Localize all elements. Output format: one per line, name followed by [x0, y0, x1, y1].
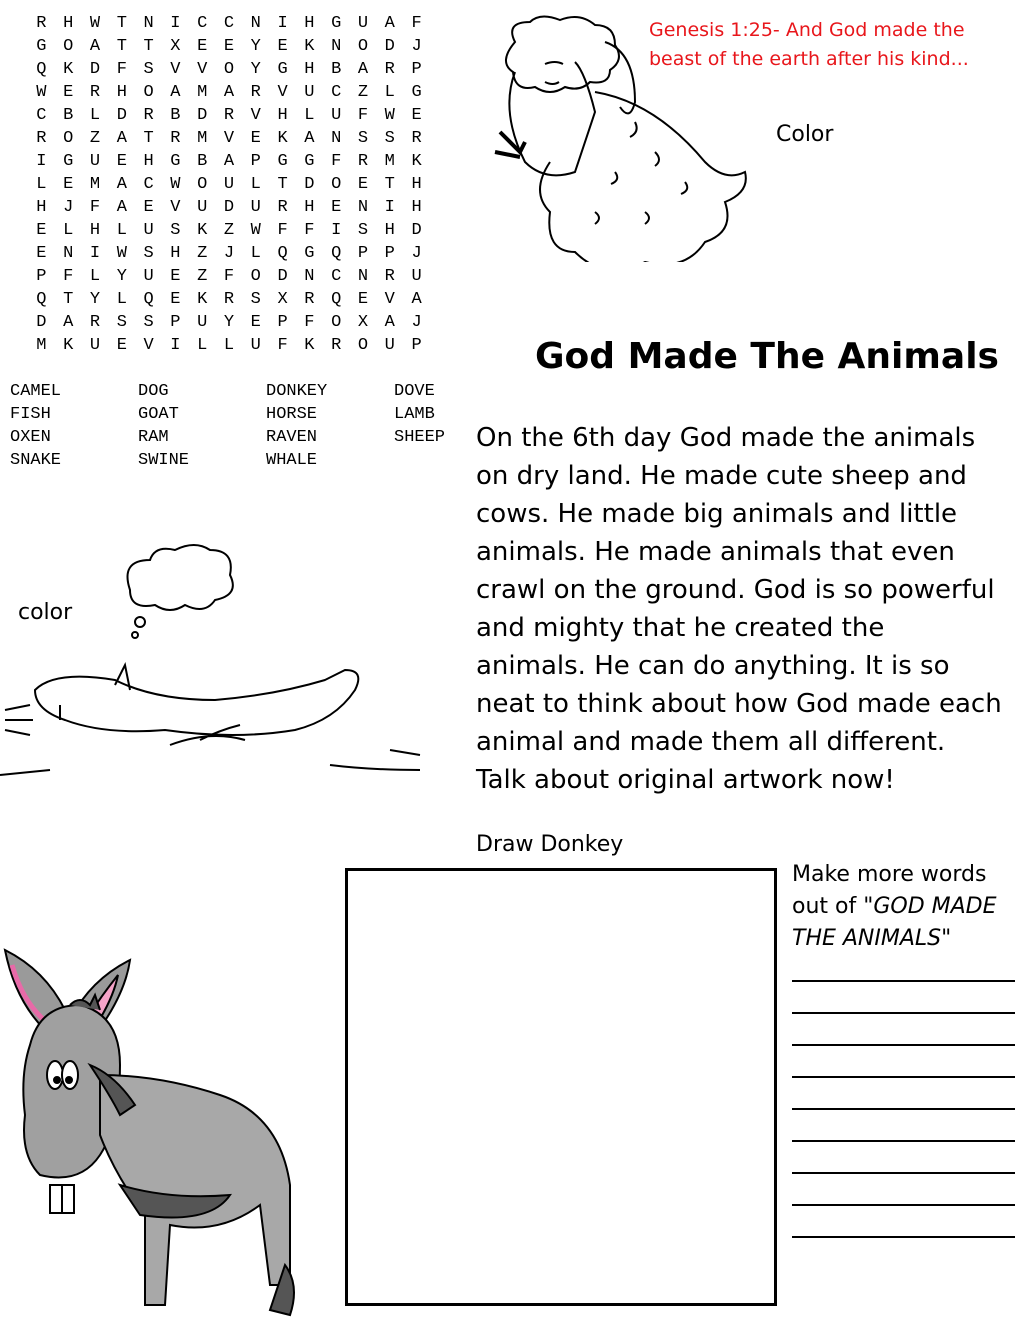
- donkey-illustration: [0, 945, 310, 1319]
- grid-letter: O: [331, 313, 342, 332]
- grid-letter: E: [63, 175, 74, 194]
- grid-letter: G: [331, 14, 342, 33]
- grid-letter: B: [170, 106, 181, 125]
- prompt-line-2: out of ": [792, 894, 874, 919]
- word-list-item: OXEN: [10, 428, 51, 447]
- grid-letter: M: [197, 129, 208, 148]
- grid-letter: U: [250, 198, 261, 217]
- grid-letter: O: [357, 37, 369, 56]
- grid-letter: S: [357, 221, 369, 240]
- grid-letter: N: [357, 267, 369, 286]
- word-list-item: DONKEY: [266, 382, 328, 401]
- grid-letter: H: [89, 221, 101, 240]
- grid-letter: D: [197, 106, 208, 125]
- make-more-words-prompt: [792, 859, 1017, 955]
- grid-letter: U: [304, 83, 315, 102]
- grid-letter: F: [223, 267, 235, 286]
- grid-letter: A: [116, 198, 127, 217]
- grid-letter: E: [170, 290, 181, 309]
- word-list-item: DOVE: [394, 382, 435, 401]
- word-list-item: GOAT: [138, 405, 179, 424]
- grid-letter: E: [357, 175, 369, 194]
- grid-letter: Y: [116, 267, 127, 286]
- grid-letter: F: [331, 152, 342, 171]
- grid-letter: A: [116, 129, 127, 148]
- grid-letter: K: [63, 336, 74, 355]
- grid-row: [28, 196, 430, 219]
- grid-letter: U: [223, 175, 235, 194]
- grid-letter: Z: [197, 244, 208, 263]
- page-title: God Made The Animals: [535, 336, 999, 377]
- grid-letter: G: [63, 152, 74, 171]
- grid-letter: S: [143, 60, 154, 79]
- grid-letter: N: [63, 244, 74, 263]
- grid-letter: E: [63, 83, 74, 102]
- grid-letter: L: [223, 336, 235, 355]
- grid-letter: G: [36, 37, 47, 56]
- grid-letter: P: [357, 244, 369, 263]
- word-list-item: SHEEP: [394, 428, 446, 447]
- word-list-item: LAMB: [394, 405, 435, 424]
- grid-letter: T: [384, 175, 395, 194]
- grid-letter: U: [89, 336, 101, 355]
- grid-letter: S: [143, 244, 154, 263]
- grid-letter: N: [357, 198, 369, 217]
- grid-letter: F: [277, 336, 288, 355]
- grid-letter: E: [170, 267, 181, 286]
- grid-letter: V: [170, 198, 181, 217]
- grid-letter: D: [89, 60, 101, 79]
- grid-letter: Z: [223, 221, 235, 240]
- grid-letter: W: [170, 175, 181, 194]
- grid-letter: S: [357, 129, 369, 148]
- grid-letter: K: [197, 221, 208, 240]
- grid-letter: U: [384, 336, 395, 355]
- grid-letter: N: [331, 129, 342, 148]
- grid-letter: P: [170, 313, 181, 332]
- grid-letter: I: [384, 198, 395, 217]
- grid-letter: Y: [89, 290, 101, 309]
- grid-letter: N: [304, 267, 315, 286]
- grid-letter: H: [143, 152, 154, 171]
- grid-letter: E: [36, 221, 47, 240]
- grid-letter: R: [277, 198, 288, 217]
- grid-letter: E: [250, 129, 261, 148]
- grid-letter: C: [331, 83, 342, 102]
- answer-line[interactable]: [792, 1140, 1015, 1142]
- grid-letter: J: [411, 313, 422, 332]
- grid-letter: E: [116, 152, 127, 171]
- grid-letter: A: [89, 37, 101, 56]
- grid-letter: A: [384, 14, 395, 33]
- grid-letter: U: [143, 221, 154, 240]
- grid-letter: C: [223, 14, 235, 33]
- grid-letter: Y: [250, 60, 261, 79]
- grid-letter: D: [384, 37, 395, 56]
- grid-letter: A: [116, 175, 127, 194]
- grid-letter: V: [197, 60, 208, 79]
- grid-letter: O: [63, 37, 74, 56]
- grid-letter: A: [384, 313, 395, 332]
- grid-letter: B: [331, 60, 342, 79]
- grid-row: [28, 58, 430, 81]
- grid-letter: Y: [250, 37, 261, 56]
- grid-letter: M: [89, 175, 101, 194]
- word-list-item: SNAKE: [10, 451, 62, 470]
- word-list-item: DOG: [138, 382, 169, 401]
- answer-line[interactable]: [792, 980, 1015, 982]
- grid-letter: X: [277, 290, 288, 309]
- grid-letter: H: [116, 83, 127, 102]
- grid-row: [28, 150, 430, 173]
- grid-letter: D: [116, 106, 127, 125]
- grid-letter: G: [411, 83, 422, 102]
- grid-letter: A: [223, 83, 235, 102]
- grid-letter: M: [36, 336, 47, 355]
- answer-line[interactable]: [792, 1236, 1015, 1238]
- grid-letter: F: [304, 313, 315, 332]
- grid-letter: E: [357, 290, 369, 309]
- grid-letter: E: [331, 198, 342, 217]
- grid-letter: R: [384, 267, 395, 286]
- grid-row: [28, 334, 430, 357]
- grid-letter: C: [36, 106, 47, 125]
- grid-letter: U: [250, 336, 261, 355]
- grid-letter: T: [63, 290, 74, 309]
- grid-letter: H: [277, 106, 288, 125]
- grid-letter: L: [89, 106, 101, 125]
- grid-letter: B: [197, 152, 208, 171]
- grid-letter: O: [250, 267, 261, 286]
- grid-row: [28, 35, 430, 58]
- grid-letter: G: [304, 244, 315, 263]
- paragraph-line: neat to think about how God made each: [476, 689, 1002, 719]
- grid-letter: H: [63, 14, 74, 33]
- paragraph-line: On the 6th day God made the animals: [476, 423, 976, 453]
- grid-letter: Z: [197, 267, 208, 286]
- grid-letter: A: [304, 129, 315, 148]
- grid-letter: F: [63, 267, 74, 286]
- grid-letter: L: [116, 221, 127, 240]
- grid-letter: R: [89, 313, 101, 332]
- grid-letter: V: [143, 336, 154, 355]
- grid-letter: X: [170, 37, 181, 56]
- grid-letter: E: [223, 37, 235, 56]
- grid-letter: E: [250, 313, 261, 332]
- verse-line-2: beast of the earth after his kind...: [649, 48, 969, 70]
- grid-letter: T: [116, 37, 127, 56]
- grid-letter: D: [411, 221, 422, 240]
- grid-letter: G: [304, 152, 315, 171]
- grid-letter: J: [411, 37, 422, 56]
- grid-letter: R: [143, 106, 154, 125]
- grid-letter: L: [250, 244, 261, 263]
- grid-letter: Q: [143, 290, 154, 309]
- paragraph-line: animal and made them all different.: [476, 727, 946, 757]
- grid-row: [28, 104, 430, 127]
- grid-letter: N: [331, 37, 342, 56]
- grid-letter: S: [250, 290, 261, 309]
- answer-line[interactable]: [792, 1172, 1015, 1174]
- grid-letter: C: [331, 267, 342, 286]
- paragraph-line: Talk about original artwork now!: [476, 765, 895, 795]
- grid-letter: R: [36, 14, 47, 33]
- paragraph-line: cows. He made big animals and little: [476, 499, 958, 529]
- grid-row: [28, 127, 430, 150]
- grid-row: [28, 265, 430, 288]
- grid-letter: T: [116, 14, 127, 33]
- grid-letter: P: [411, 60, 422, 79]
- grid-letter: J: [411, 244, 422, 263]
- grid-letter: J: [223, 244, 235, 263]
- grid-row: [28, 242, 430, 265]
- grid-letter: P: [250, 152, 261, 171]
- grid-letter: L: [89, 267, 101, 286]
- grid-letter: L: [250, 175, 261, 194]
- grid-letter: K: [277, 129, 288, 148]
- grid-letter: U: [197, 198, 208, 217]
- grid-letter: U: [197, 313, 208, 332]
- answer-line[interactable]: [792, 1108, 1015, 1110]
- grid-letter: H: [36, 198, 47, 217]
- word-list-item: HORSE: [266, 405, 318, 424]
- grid-letter: E: [411, 106, 422, 125]
- grid-letter: L: [36, 175, 47, 194]
- grid-letter: S: [116, 313, 127, 332]
- grid-letter: S: [170, 221, 181, 240]
- word-list-item: FISH: [10, 405, 51, 424]
- grid-letter: D: [277, 267, 288, 286]
- grid-row: [28, 219, 430, 242]
- bird-illustration: [0, 540, 430, 790]
- grid-letter: H: [411, 175, 422, 194]
- grid-letter: I: [89, 244, 101, 263]
- grid-letter: U: [331, 106, 342, 125]
- answer-line[interactable]: [792, 1044, 1015, 1046]
- grid-letter: F: [304, 221, 315, 240]
- grid-letter: G: [277, 60, 288, 79]
- grid-letter: P: [384, 244, 395, 263]
- grid-letter: L: [116, 290, 127, 309]
- grid-letter: M: [197, 83, 208, 102]
- grid-letter: V: [384, 290, 395, 309]
- grid-letter: O: [223, 60, 235, 79]
- grid-letter: W: [250, 221, 261, 240]
- grid-letter: H: [384, 221, 395, 240]
- grid-letter: E: [36, 244, 47, 263]
- grid-letter: P: [277, 313, 288, 332]
- grid-letter: O: [357, 336, 369, 355]
- grid-letter: T: [143, 37, 154, 56]
- grid-letter: N: [250, 14, 261, 33]
- grid-letter: R: [411, 129, 422, 148]
- grid-letter: T: [143, 129, 154, 148]
- grid-letter: I: [277, 14, 288, 33]
- grid-letter: I: [170, 336, 181, 355]
- grid-letter: R: [331, 336, 342, 355]
- paragraph-line: animals. He made animals that even: [476, 537, 955, 567]
- grid-letter: V: [170, 60, 181, 79]
- word-list-item: SWINE: [138, 451, 190, 470]
- grid-letter: Z: [357, 83, 369, 102]
- grid-letter: O: [197, 175, 208, 194]
- grid-letter: R: [223, 290, 235, 309]
- grid-letter: X: [357, 313, 369, 332]
- paragraph-line: and mighty that he created the: [476, 613, 885, 643]
- grid-letter: G: [170, 152, 181, 171]
- word-list: [10, 380, 494, 472]
- grid-letter: B: [63, 106, 74, 125]
- grid-letter: P: [411, 336, 422, 355]
- grid-letter: A: [223, 152, 235, 171]
- grid-letter: W: [116, 244, 127, 263]
- grid-letter: M: [384, 152, 395, 171]
- grid-row: [28, 81, 430, 104]
- grid-letter: U: [357, 14, 369, 33]
- grid-letter: P: [36, 267, 47, 286]
- grid-letter: R: [89, 83, 101, 102]
- word-list-item: RAM: [138, 428, 169, 447]
- grid-letter: I: [36, 152, 47, 171]
- grid-letter: R: [36, 129, 47, 148]
- grid-letter: F: [411, 14, 422, 33]
- grid-letter: O: [63, 129, 74, 148]
- grid-letter: H: [304, 14, 315, 33]
- grid-letter: V: [250, 106, 261, 125]
- grid-letter: L: [384, 83, 395, 102]
- grid-letter: D: [36, 313, 47, 332]
- grid-letter: J: [63, 198, 74, 217]
- grid-letter: D: [223, 198, 235, 217]
- grid-letter: A: [63, 313, 74, 332]
- grid-letter: H: [304, 198, 315, 217]
- grid-letter: Q: [36, 60, 47, 79]
- grid-letter: K: [63, 60, 74, 79]
- grid-letter: W: [89, 14, 101, 33]
- grid-letter: H: [304, 60, 315, 79]
- grid-letter: U: [411, 267, 422, 286]
- word-search-grid: [28, 12, 430, 357]
- grid-letter: O: [143, 83, 154, 102]
- grid-letter: W: [384, 106, 395, 125]
- grid-letter: K: [304, 336, 315, 355]
- grid-letter: R: [304, 290, 315, 309]
- grid-letter: R: [223, 106, 235, 125]
- prompt-line-2-italic: GOD MADE: [873, 894, 997, 919]
- grid-letter: O: [331, 175, 342, 194]
- grid-letter: A: [411, 290, 422, 309]
- grid-letter: H: [170, 244, 181, 263]
- grid-letter: Y: [223, 313, 235, 332]
- grid-letter: L: [197, 336, 208, 355]
- paragraph-line: on dry land. He made cute sheep and: [476, 461, 967, 491]
- grid-letter: E: [277, 37, 288, 56]
- grid-letter: R: [384, 60, 395, 79]
- paragraph-line: animals. He can do anything. It is so: [476, 651, 950, 681]
- grid-letter: C: [197, 14, 208, 33]
- grid-letter: R: [170, 129, 181, 148]
- grid-letter: E: [143, 198, 154, 217]
- grid-letter: F: [116, 60, 127, 79]
- grid-row: [28, 12, 430, 35]
- grid-letter: I: [331, 221, 342, 240]
- grid-letter: F: [357, 106, 369, 125]
- grid-letter: Z: [89, 129, 101, 148]
- grid-letter: L: [63, 221, 74, 240]
- draw-donkey-label: Draw Donkey: [476, 832, 624, 857]
- bird-color-label: color: [18, 600, 73, 625]
- grid-letter: I: [170, 14, 181, 33]
- grid-letter: C: [143, 175, 154, 194]
- grid-letter: W: [36, 83, 47, 102]
- grid-letter: G: [277, 152, 288, 171]
- grid-letter: D: [304, 175, 315, 194]
- grid-letter: N: [143, 14, 154, 33]
- word-list-item: CAMEL: [10, 382, 62, 401]
- grid-row: [28, 311, 430, 334]
- grid-letter: F: [277, 221, 288, 240]
- grid-letter: S: [143, 313, 154, 332]
- grid-letter: Q: [331, 290, 342, 309]
- sheep-illustration: [485, 12, 765, 262]
- grid-letter: A: [357, 60, 369, 79]
- word-list-item: WHALE: [266, 451, 318, 470]
- grid-letter: U: [143, 267, 154, 286]
- grid-letter: R: [250, 83, 261, 102]
- drawing-box[interactable]: [345, 868, 777, 1306]
- grid-letter: Q: [277, 244, 288, 263]
- grid-letter: T: [277, 175, 288, 194]
- sheep-color-label: Color: [776, 122, 834, 147]
- grid-letter: A: [170, 83, 181, 102]
- prompt-line-3: THE ANIMALS": [792, 926, 952, 951]
- grid-letter: E: [197, 37, 208, 56]
- grid-row: [28, 173, 430, 196]
- grid-letter: V: [277, 83, 288, 102]
- grid-letter: K: [411, 152, 422, 171]
- word-list-item: RAVEN: [266, 428, 318, 447]
- grid-letter: K: [304, 37, 315, 56]
- grid-letter: K: [197, 290, 208, 309]
- grid-letter: V: [223, 129, 235, 148]
- grid-letter: F: [89, 198, 101, 217]
- grid-letter: Q: [36, 290, 47, 309]
- grid-letter: R: [357, 152, 369, 171]
- answer-line[interactable]: [792, 1012, 1015, 1014]
- grid-row: [28, 288, 430, 311]
- story-paragraph: [476, 419, 1016, 799]
- grid-letter: E: [116, 336, 127, 355]
- paragraph-line: crawl on the ground. God is so powerful: [476, 575, 995, 605]
- grid-letter: L: [304, 106, 315, 125]
- verse-line-1: Genesis 1:25- And God made the: [649, 19, 965, 41]
- grid-letter: U: [89, 152, 101, 171]
- prompt-line-1: Make more words: [792, 862, 987, 887]
- answer-line[interactable]: [792, 1076, 1015, 1078]
- grid-letter: Q: [331, 244, 342, 263]
- grid-letter: H: [411, 198, 422, 217]
- grid-letter: S: [384, 129, 395, 148]
- answer-line[interactable]: [792, 1204, 1015, 1206]
